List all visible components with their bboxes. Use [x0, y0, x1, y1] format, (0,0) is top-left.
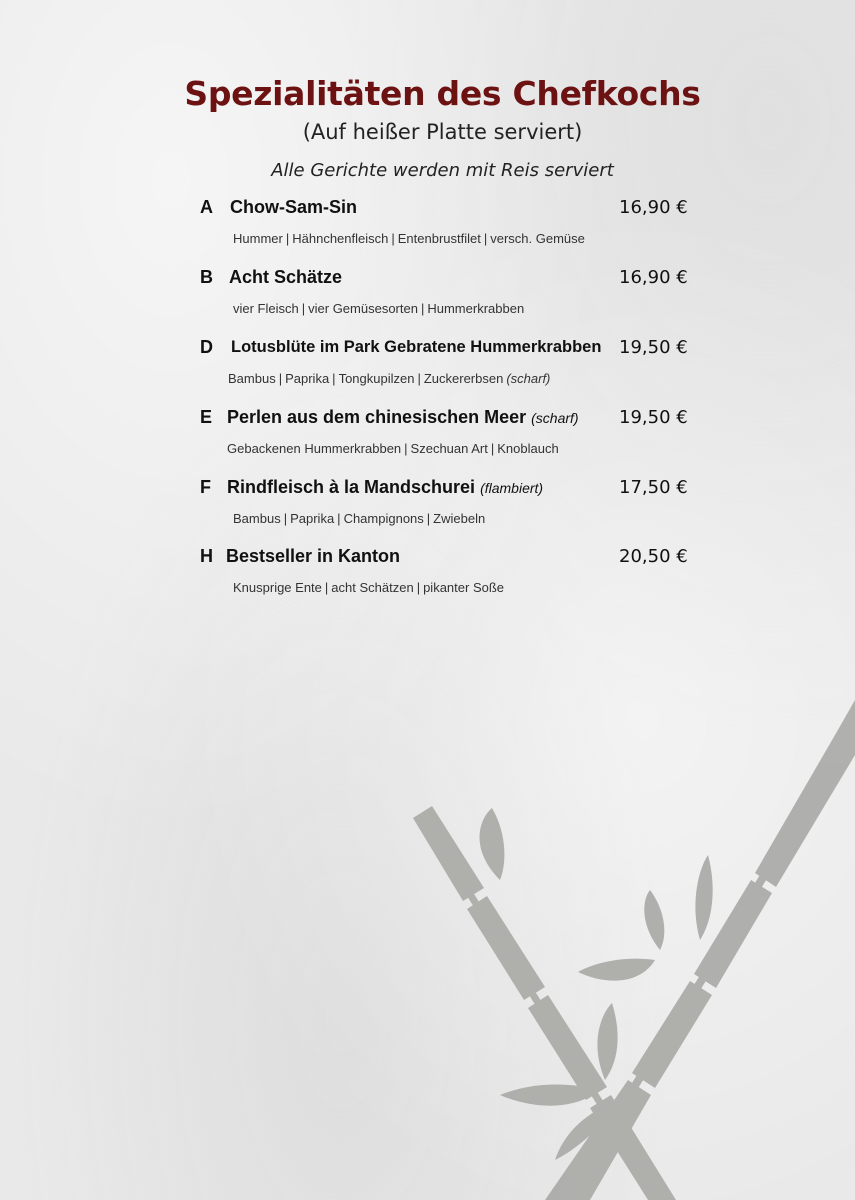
ingredient: Champignons [343, 511, 424, 526]
item-ingredients: Gebackenen Hummerkrabben | Szechuan Art | Knoblauch [227, 441, 559, 456]
item-code: H [200, 546, 213, 566]
flambe-tag: (flambiert) [480, 480, 544, 496]
rice-note: Alle Gerichte werden mit Reis serviert [271, 160, 614, 181]
ingredient: Szechuan Art [410, 441, 488, 456]
ingredient: pikanter Soße [423, 580, 505, 595]
ingredient: Hummerkrabben [427, 301, 525, 316]
item-code: A [200, 197, 213, 217]
item-ingredients: vier Fleisch | vier Gemüsesorten | Hummerkrabben [233, 301, 525, 316]
item-price: 16,90 € [619, 197, 688, 218]
ingredient: acht Schätzen [331, 580, 414, 595]
item-price: 17,50 € [619, 477, 688, 498]
item-name: Bestseller in Kanton [226, 546, 401, 566]
ingredient: vier Gemüsesorten [308, 301, 418, 316]
ingredient: versch. Gemüse [490, 231, 585, 246]
item-price: 16,90 € [619, 267, 688, 288]
item-name: Chow-Sam-Sin [230, 197, 358, 217]
item-price: 19,50 € [619, 407, 688, 428]
item-code: D [200, 337, 213, 357]
ingredient: Paprika [290, 511, 335, 526]
ingredient: Bambus [233, 511, 281, 526]
ingredient: Gebackenen Hummerkrabben [227, 441, 402, 456]
menu-title: Spezialitäten des Chefkochs [184, 74, 701, 113]
ingredient: Hähnchenfleisch [292, 231, 389, 246]
menu-item [200, 197, 690, 246]
bamboo-stalk-left [413, 806, 676, 1200]
spicy-tag: (scharf) [506, 371, 551, 386]
item-ingredients: Knusprige Ente | acht Schätzen | pikanter Soße [233, 580, 505, 595]
menu-item [200, 546, 690, 595]
ingredient: Entenbrustfilet [397, 231, 481, 246]
menu-item [200, 267, 690, 316]
item-ingredients: Hummer | Hähnchenfleisch | Entenbrustfilet | versch. Gemüse [233, 231, 585, 246]
spicy-tag: (scharf) [531, 410, 579, 426]
menu-item [200, 337, 690, 386]
ingredient: Knusprige Ente [233, 580, 322, 595]
menu-item [200, 477, 690, 526]
menu-item [200, 407, 690, 456]
ingredient: Hummer [233, 231, 283, 246]
item-ingredients: Bambus | Paprika | Tongkupilzen | Zuckererbsen (scharf) [228, 371, 551, 386]
item-ingredients: Bambus | Paprika | Champignons | Zwiebeln [233, 511, 486, 526]
ingredient: Bambus [228, 371, 276, 386]
item-name: Rindfleisch à la Mandschurei (flambiert) [227, 477, 544, 497]
item-code: E [200, 407, 213, 427]
ingredient: Zwiebeln [433, 511, 486, 526]
item-price: 19,50 € [619, 337, 688, 358]
ingredient: Paprika [285, 371, 330, 386]
item-name: Acht Schätze [229, 267, 343, 287]
item-price: 20,50 € [619, 546, 688, 567]
item-name: Perlen aus dem chinesischen Meer (scharf) [227, 407, 579, 427]
menu-subtitle: (Auf heißer Platte serviert) [302, 120, 583, 144]
item-code: F [200, 477, 211, 497]
item-code: B [200, 267, 213, 287]
ingredient: Knoblauch [497, 441, 559, 456]
ingredient: vier Fleisch [233, 301, 299, 316]
ingredient: Tongkupilzen [338, 371, 415, 386]
item-name: Lotusblüte im Park Gebratene Hummerkrabben [231, 338, 602, 356]
ingredient: Zuckererbsen [423, 371, 504, 386]
